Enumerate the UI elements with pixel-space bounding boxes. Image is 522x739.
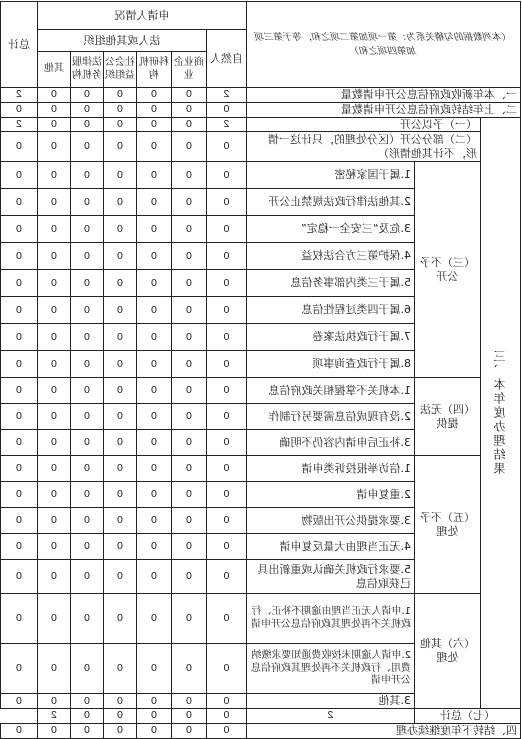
row-label: 6.属于四类过程性信息 bbox=[246, 297, 414, 324]
cell: 0 bbox=[171, 270, 206, 297]
row-label: 4.保护第三方合法权益 bbox=[246, 243, 414, 270]
cell: 0 bbox=[37, 297, 70, 324]
cell: 0 bbox=[103, 456, 136, 482]
cell: 0 bbox=[136, 117, 171, 132]
cell: 0 bbox=[136, 709, 171, 724]
row-label: （二）部分公开（区分处理的，只计这一情形，不计其他情形） bbox=[246, 132, 480, 162]
cell: 0 bbox=[70, 378, 103, 404]
cell: 0 bbox=[136, 508, 171, 534]
cell: 0 bbox=[171, 378, 206, 404]
cell: 0 bbox=[136, 594, 171, 644]
cell: 0 bbox=[206, 560, 246, 594]
cell: 0 bbox=[171, 430, 206, 456]
cell: 0 bbox=[70, 534, 103, 560]
cell: 2 bbox=[0, 117, 37, 132]
other-header: 其他 bbox=[37, 52, 70, 88]
cell: 0 bbox=[103, 404, 136, 430]
not-disclosed-group: （三）不予公开 bbox=[415, 162, 481, 378]
row-label: 2.重复申请 bbox=[246, 482, 414, 508]
cell: 0 bbox=[171, 102, 206, 117]
cell: 0 bbox=[171, 117, 206, 132]
cell: 0 bbox=[70, 117, 103, 132]
cell: 0 bbox=[171, 216, 206, 243]
cell: 0 bbox=[70, 132, 103, 162]
cell: 0 bbox=[37, 88, 70, 103]
cell: 0 bbox=[171, 243, 206, 270]
cell: 0 bbox=[136, 644, 171, 694]
cell: 0 bbox=[206, 694, 246, 709]
cell: 0 bbox=[70, 694, 103, 709]
cell: 0 bbox=[70, 189, 103, 216]
cell: 0 bbox=[70, 594, 103, 644]
cell: 0 bbox=[103, 216, 136, 243]
cell: 0 bbox=[206, 324, 246, 351]
research-header: 科研机构 bbox=[136, 52, 171, 88]
cell: 0 bbox=[70, 508, 103, 534]
cell: 0 bbox=[0, 324, 37, 351]
cell: 0 bbox=[37, 132, 70, 162]
cell: 0 bbox=[103, 723, 136, 738]
cell: 0 bbox=[103, 162, 136, 189]
cell: 0 bbox=[171, 644, 206, 694]
row-label: 4.无正当理由大量反复申请 bbox=[246, 534, 414, 560]
cell: 0 bbox=[103, 560, 136, 594]
cell: 2 bbox=[206, 88, 246, 103]
cell: 0 bbox=[37, 378, 70, 404]
table-row bbox=[0, 594, 520, 644]
other-processing-group: （六）其他处理 bbox=[415, 594, 481, 709]
cell: 0 bbox=[37, 243, 70, 270]
cell: 0 bbox=[171, 709, 206, 724]
table-row bbox=[0, 132, 520, 162]
cell: 2 bbox=[0, 88, 37, 103]
cell: 0 bbox=[0, 132, 37, 162]
total-header: 总计 bbox=[0, 2, 37, 88]
row-label: 1.本机关不掌握相关政府信息 bbox=[246, 378, 414, 404]
cell: 0 bbox=[103, 88, 136, 103]
cell: 0 bbox=[206, 378, 246, 404]
cell: 0 bbox=[136, 351, 171, 378]
cell: 0 bbox=[37, 162, 70, 189]
cell: 0 bbox=[136, 270, 171, 297]
cell: 0 bbox=[206, 534, 246, 560]
row-label: （七）总计 bbox=[415, 709, 521, 724]
cell: 0 bbox=[206, 644, 246, 694]
cell: 0 bbox=[37, 482, 70, 508]
cell: 0 bbox=[206, 508, 246, 534]
cell: 0 bbox=[136, 324, 171, 351]
cell: 0 bbox=[70, 297, 103, 324]
cell: 0 bbox=[103, 694, 136, 709]
cell: 0 bbox=[103, 508, 136, 534]
cell: 0 bbox=[70, 351, 103, 378]
disclosure-statistics-table bbox=[0, 1, 521, 739]
row-label: 7.属于行政执法案卷 bbox=[246, 324, 414, 351]
cell: 2 bbox=[37, 709, 70, 724]
cell: 0 bbox=[103, 102, 136, 117]
cell: 0 bbox=[136, 534, 171, 560]
cell: 0 bbox=[206, 297, 246, 324]
cell: 0 bbox=[103, 482, 136, 508]
row-label: 3.危及“三安全一稳定” bbox=[246, 216, 414, 243]
table-row bbox=[0, 162, 520, 189]
row-label: 8.属于行政查询事项 bbox=[246, 351, 414, 378]
cell: 0 bbox=[171, 594, 206, 644]
cell: 0 bbox=[103, 297, 136, 324]
unable-group: （四）无法提供 bbox=[415, 378, 481, 456]
cell: 0 bbox=[70, 644, 103, 694]
cell: 0 bbox=[171, 534, 206, 560]
commercial-header: 商业企业 bbox=[171, 52, 206, 88]
cell: 0 bbox=[103, 132, 136, 162]
cell: 0 bbox=[37, 560, 70, 594]
cell: 0 bbox=[171, 404, 206, 430]
cell: 0 bbox=[206, 456, 246, 482]
natural-person-header: 自然人 bbox=[206, 30, 246, 88]
cell: 0 bbox=[171, 297, 206, 324]
row-label: 1.申请人无正当理由逾期不补正、行政机关不再处理其政府信息公开申请 bbox=[246, 594, 414, 644]
legal-entity-header: 法人或其他组织 bbox=[37, 30, 206, 52]
cell: 0 bbox=[136, 216, 171, 243]
row-label: 3.要求提供公开出版物 bbox=[246, 508, 414, 534]
row-label: 四、结转下年度继续办理 bbox=[246, 723, 520, 738]
cell: 0 bbox=[37, 694, 70, 709]
cell: 0 bbox=[103, 430, 136, 456]
cell: 0 bbox=[206, 243, 246, 270]
cell: 0 bbox=[136, 243, 171, 270]
cell: 0 bbox=[37, 430, 70, 456]
cell: 0 bbox=[70, 102, 103, 117]
cell: 0 bbox=[0, 243, 37, 270]
row-label: 3.其他 bbox=[246, 694, 414, 709]
row-label: 1.属于国家秘密 bbox=[246, 162, 414, 189]
cell: 0 bbox=[37, 594, 70, 644]
cell: 0 bbox=[0, 270, 37, 297]
cell: 0 bbox=[103, 270, 136, 297]
row-label: 一、本年新收政府信息公开申请数量 bbox=[246, 88, 520, 103]
cell: 0 bbox=[37, 216, 70, 243]
table-note: （本列数据的勾稽关系为：第一项加第二项之和，等于第三项加第四项之和） bbox=[246, 2, 520, 88]
cell: 0 bbox=[37, 456, 70, 482]
cell: 0 bbox=[136, 297, 171, 324]
legal-service-header: 法律服务机构 bbox=[70, 52, 103, 88]
row-label: 2.其他法律行政法规禁止公开 bbox=[246, 189, 414, 216]
row-label: 3.补正后申请内容仍不明确 bbox=[246, 430, 414, 456]
cell: 0 bbox=[136, 162, 171, 189]
cell: 0 bbox=[103, 534, 136, 560]
cell: 0 bbox=[171, 162, 206, 189]
cell: 0 bbox=[206, 270, 246, 297]
cell: 0 bbox=[37, 324, 70, 351]
cell: 0 bbox=[0, 644, 37, 694]
cell: 0 bbox=[136, 404, 171, 430]
cell: 0 bbox=[0, 456, 37, 482]
cell: 0 bbox=[103, 324, 136, 351]
cell: 0 bbox=[0, 508, 37, 534]
cell: 0 bbox=[206, 102, 246, 117]
cell: 0 bbox=[136, 132, 171, 162]
cell: 0 bbox=[37, 508, 70, 534]
cell: 0 bbox=[0, 216, 37, 243]
cell: 0 bbox=[0, 560, 37, 594]
cell: 0 bbox=[70, 324, 103, 351]
row-label: 1.信访举报投诉类申请 bbox=[246, 456, 414, 482]
cell: 0 bbox=[206, 482, 246, 508]
cell: 0 bbox=[206, 132, 246, 162]
section3-label: 三、本年度办理结果 bbox=[481, 117, 521, 709]
table-row bbox=[0, 102, 520, 117]
cell: 0 bbox=[136, 560, 171, 594]
cell: 0 bbox=[103, 351, 136, 378]
cell: 0 bbox=[70, 560, 103, 594]
table-row bbox=[0, 117, 520, 132]
cell: 0 bbox=[103, 189, 136, 216]
table-row bbox=[0, 709, 520, 724]
row-label: 5.要求行政机关确认或重新出具已获取信息 bbox=[246, 560, 414, 594]
cell: 0 bbox=[0, 378, 37, 404]
cell: 0 bbox=[136, 102, 171, 117]
cell: 0 bbox=[206, 430, 246, 456]
cell: 0 bbox=[171, 560, 206, 594]
row-label: 二、上年结转政府信息公开申请数量 bbox=[246, 102, 520, 117]
cell: 0 bbox=[0, 351, 37, 378]
cell: 0 bbox=[171, 456, 206, 482]
table-row bbox=[0, 88, 520, 103]
applicant-situation-header: 申请人情况 bbox=[37, 2, 246, 30]
cell: 0 bbox=[70, 162, 103, 189]
cell: 0 bbox=[0, 102, 37, 117]
cell: 0 bbox=[103, 378, 136, 404]
cell: 0 bbox=[171, 723, 206, 738]
cell: 0 bbox=[206, 351, 246, 378]
cell: 0 bbox=[0, 189, 37, 216]
cell: 0 bbox=[171, 189, 206, 216]
cell: 0 bbox=[70, 709, 103, 724]
cell: 0 bbox=[103, 709, 136, 724]
cell: 0 bbox=[70, 430, 103, 456]
cell: 0 bbox=[136, 482, 171, 508]
cell: 0 bbox=[136, 694, 171, 709]
cell: 0 bbox=[0, 534, 37, 560]
cell: 0 bbox=[206, 216, 246, 243]
cell: 0 bbox=[206, 189, 246, 216]
cell: 0 bbox=[171, 351, 206, 378]
cell: 0 bbox=[0, 594, 37, 644]
cell: 0 bbox=[0, 404, 37, 430]
row-label: 5.属于三类内部事务信息 bbox=[246, 270, 414, 297]
cell: 0 bbox=[70, 216, 103, 243]
cell: 0 bbox=[171, 132, 206, 162]
cell: 0 bbox=[70, 270, 103, 297]
cell: 0 bbox=[37, 270, 70, 297]
cell: 0 bbox=[0, 162, 37, 189]
cell: 0 bbox=[206, 404, 246, 430]
cell: 0 bbox=[70, 482, 103, 508]
cell: 0 bbox=[171, 508, 206, 534]
cell: 0 bbox=[0, 430, 37, 456]
cell: 0 bbox=[37, 117, 70, 132]
cell: 0 bbox=[103, 243, 136, 270]
cell: 0 bbox=[136, 456, 171, 482]
cell: 0 bbox=[37, 404, 70, 430]
row-label: （一）予以公开 bbox=[246, 117, 480, 132]
cell: 0 bbox=[70, 456, 103, 482]
table-row bbox=[0, 456, 520, 482]
cell: 0 bbox=[136, 88, 171, 103]
social-header: 社会公益组织 bbox=[103, 52, 136, 88]
cell: 0 bbox=[0, 723, 37, 738]
cell: 0 bbox=[136, 723, 171, 738]
cell: 0 bbox=[37, 723, 70, 738]
cell: 0 bbox=[206, 709, 246, 724]
not-processed-group: （五）不予处理 bbox=[415, 456, 481, 594]
cell: 0 bbox=[206, 594, 246, 644]
cell: 0 bbox=[0, 297, 37, 324]
cell: 0 bbox=[70, 88, 103, 103]
cell: 0 bbox=[171, 482, 206, 508]
row-label: 2.没有现成信息需要另行制作 bbox=[246, 404, 414, 430]
cell: 0 bbox=[37, 351, 70, 378]
cell: 0 bbox=[136, 378, 171, 404]
cell: 2 bbox=[246, 709, 414, 724]
cell: 0 bbox=[136, 189, 171, 216]
cell: 0 bbox=[37, 102, 70, 117]
cell: 0 bbox=[103, 117, 136, 132]
cell: 0 bbox=[103, 594, 136, 644]
cell: 0 bbox=[0, 482, 37, 508]
cell: 2 bbox=[206, 117, 246, 132]
cell: 0 bbox=[70, 243, 103, 270]
cell: 0 bbox=[136, 430, 171, 456]
cell: 0 bbox=[206, 723, 246, 738]
cell: 0 bbox=[37, 189, 70, 216]
cell: 0 bbox=[37, 534, 70, 560]
cell: 0 bbox=[171, 324, 206, 351]
cell: 0 bbox=[70, 723, 103, 738]
table-row bbox=[0, 378, 520, 404]
cell: 0 bbox=[103, 644, 136, 694]
cell: 0 bbox=[171, 88, 206, 103]
cell: 0 bbox=[171, 694, 206, 709]
row-label: 2.申请人逾期未按收费通知要求缴纳费用、行政机关不再处理其政府信息公开申请 bbox=[246, 644, 414, 694]
cell: 0 bbox=[70, 404, 103, 430]
cell: 0 bbox=[37, 644, 70, 694]
cell: 0 bbox=[0, 694, 37, 709]
cell: 0 bbox=[206, 162, 246, 189]
table-row bbox=[0, 723, 520, 738]
